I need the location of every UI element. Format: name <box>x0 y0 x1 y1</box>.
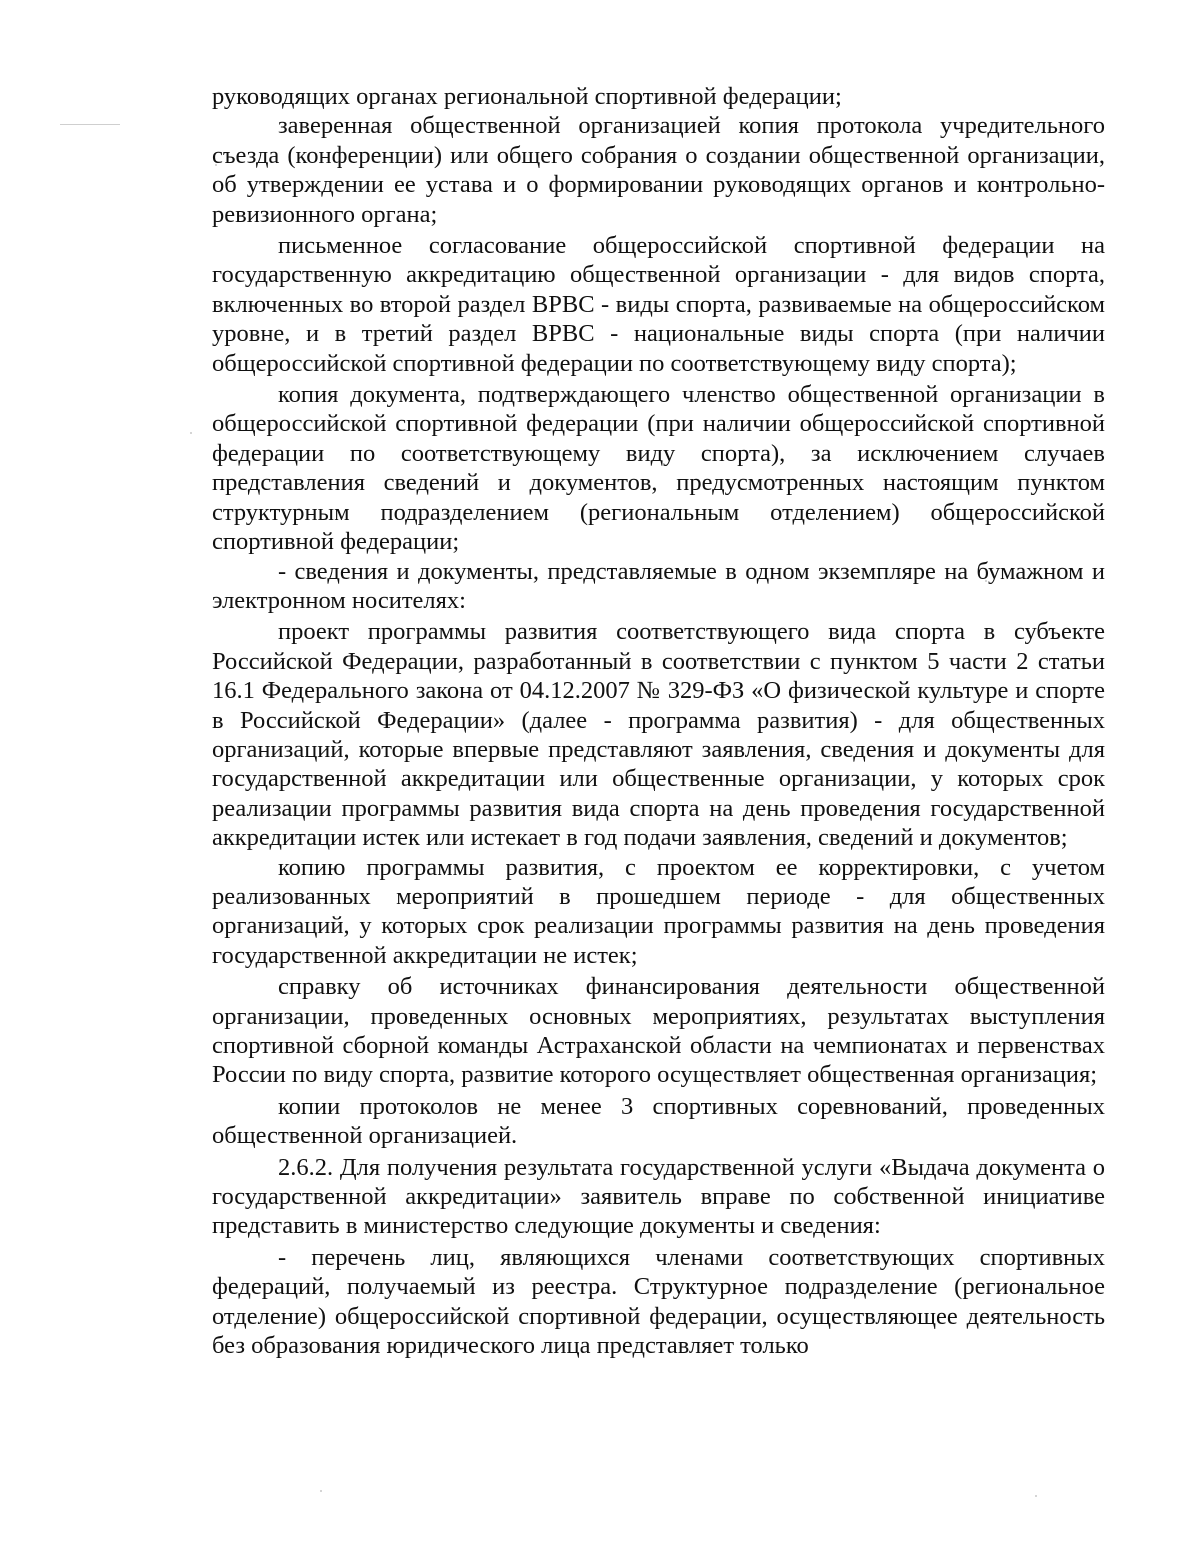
paragraph: 2.6.2. Для получения результата государственной услуги «Выдача документа о государственной аккредитации» заявитель вправе по собственной инициативе представить в министерство следующие документы и сведения: <box>212 1153 1105 1240</box>
paragraph: копию программы развития, с проектом ее корректировки, с учетом реализованных мероприятий в прошедшем периоде - для общественных организаций, у которых срок реализации программы развития на день проведения государственной аккредитации не истек; <box>212 853 1105 969</box>
paragraph: справку об источниках финансирования деятельности общественной организации, проведенных основных мероприятиях, результатах выступления спортивной сборной команды Астраханской области на чемпионатах и первенствах России по виду спорта, развитие которого осуществляет общественная организация; <box>212 973 1105 1089</box>
paragraph: письменное согласование общероссийской спортивной федерации на государственную аккредитацию общественной организации - для видов спорта, включенных во второй раздел ВРВС - виды спорта, развиваемые на общероссийском уровне, и в третий раздел ВРВС - национальные виды спорта (при наличии общероссийской спортивной федерации по соответствующему виду спорта); <box>212 232 1105 377</box>
paragraph: руководящих органах региональной спортивной федерации; <box>212 83 842 110</box>
scan-noise <box>60 124 120 125</box>
document-body <box>212 82 1105 1360</box>
scan-speck <box>320 1490 322 1492</box>
paragraph: заверенная общественной организацией копия протокола учредительного съезда (конференции) или общего собрания о создании общественной организации, об утверждении ее устава и о формировании руководящих органов и контрольно-ревизионного органа; <box>212 112 1105 228</box>
paragraph: копии протоколов не менее 3 спортивных соревнований, проведенных общественной организацией. <box>212 1092 1105 1150</box>
paragraph: проект программы развития соответствующего вида спорта в субъекте Российской Федерации, разработанный в соответствии с пунктом 5 части 2 статьи 16.1 Федерального закона от 04.12.2007 № 329-ФЗ «О физической культуре и спорте в Российской Федерации» (далее - программа развития) - для общественных организаций, которые впервые представляют заявления, сведения и документы для государственной аккредитации или общественные организации, у которых срок реализации программы развития вида спорта на день проведения государственной аккредитации истек или истекает в год подачи заявления, сведений и документов; <box>212 618 1105 852</box>
scan-speck <box>190 432 192 434</box>
paragraph: - сведения и документы, представляемые в одном экземпляре на бумажном и электронном носителях: <box>212 557 1105 614</box>
paragraph: - перечень лиц, являющихся членами соответствующих спортивных федераций, получаемый из реестра. Структурное подразделение (региональное отделение) общероссийской спортивной федерации, осуществляющее деятельность без образования юридического лица представляет только <box>212 1243 1105 1360</box>
paragraph: копия документа, подтверждающего членство общественной организации в общероссийской спортивной федерации (при наличии общероссийской спортивной федерации по соответствующему виду спорта), за исключением случаев представления сведений и документов, предусмотренных настоящим пунктом структурным подразделением (региональным отделением) общероссийской спортивной федерации; <box>212 381 1105 556</box>
scan-speck <box>1035 1495 1037 1497</box>
